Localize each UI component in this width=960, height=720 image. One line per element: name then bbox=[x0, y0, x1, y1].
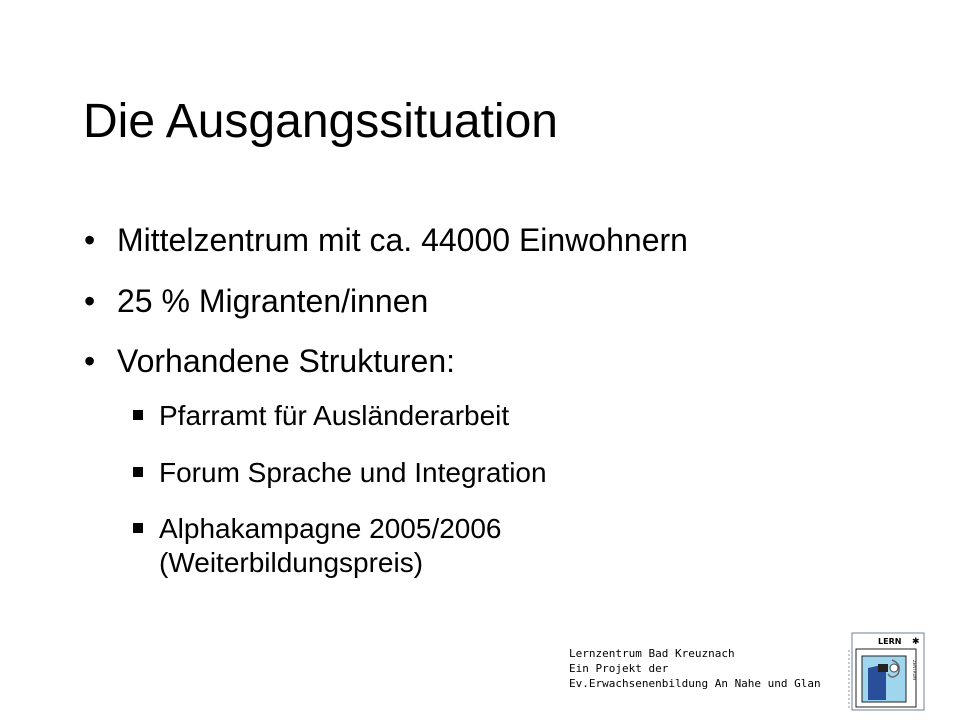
slide-title: Die Ausgangssituation bbox=[83, 95, 558, 148]
square-bullet-icon bbox=[133, 467, 143, 477]
bullet-item bbox=[84, 222, 688, 258]
footer-credits bbox=[569, 646, 821, 691]
square-bullet-icon bbox=[133, 410, 143, 420]
bullet-dot-icon: • bbox=[84, 222, 96, 258]
sub-bullet-text: Pfarramt für Ausländerarbeit bbox=[159, 400, 510, 431]
sub-bullet-item bbox=[159, 459, 547, 487]
logo-text: LERN bbox=[878, 637, 902, 646]
footer-line: Ev.Erwachsenenbildung An Nahe und Glan bbox=[569, 677, 821, 690]
sub-bullet-text: Forum Sprache und Integration bbox=[159, 457, 547, 488]
bullet-dot-icon: • bbox=[84, 343, 96, 379]
bullet-dot-icon: • bbox=[84, 283, 96, 319]
sub-bullet-item bbox=[159, 402, 509, 430]
bullet-text: Mittelzentrum mit ca. 44000 Einwohnern bbox=[117, 222, 688, 258]
bullet-item bbox=[84, 283, 429, 319]
lernzentrum-logo bbox=[846, 630, 926, 712]
bullet-text: Vorhandene Strukturen: bbox=[117, 343, 456, 379]
footer-line: Lernzentrum Bad Kreuznach bbox=[569, 647, 735, 660]
sub-bullet-text: Alphakampagne 2005/2006 bbox=[159, 513, 502, 544]
sub-bullet-item bbox=[159, 515, 502, 577]
footer-line: Ein Projekt der bbox=[569, 662, 669, 675]
sub-bullet-continuation: (Weiterbildungspreis) bbox=[159, 547, 424, 578]
svg-text:✱: ✱ bbox=[912, 637, 920, 647]
logo-vertical-text: ZENTRUM bbox=[912, 660, 917, 680]
bullet-item bbox=[84, 343, 456, 379]
bullet-text: 25 % Migranten/innen bbox=[117, 283, 429, 319]
square-bullet-icon bbox=[133, 523, 143, 533]
